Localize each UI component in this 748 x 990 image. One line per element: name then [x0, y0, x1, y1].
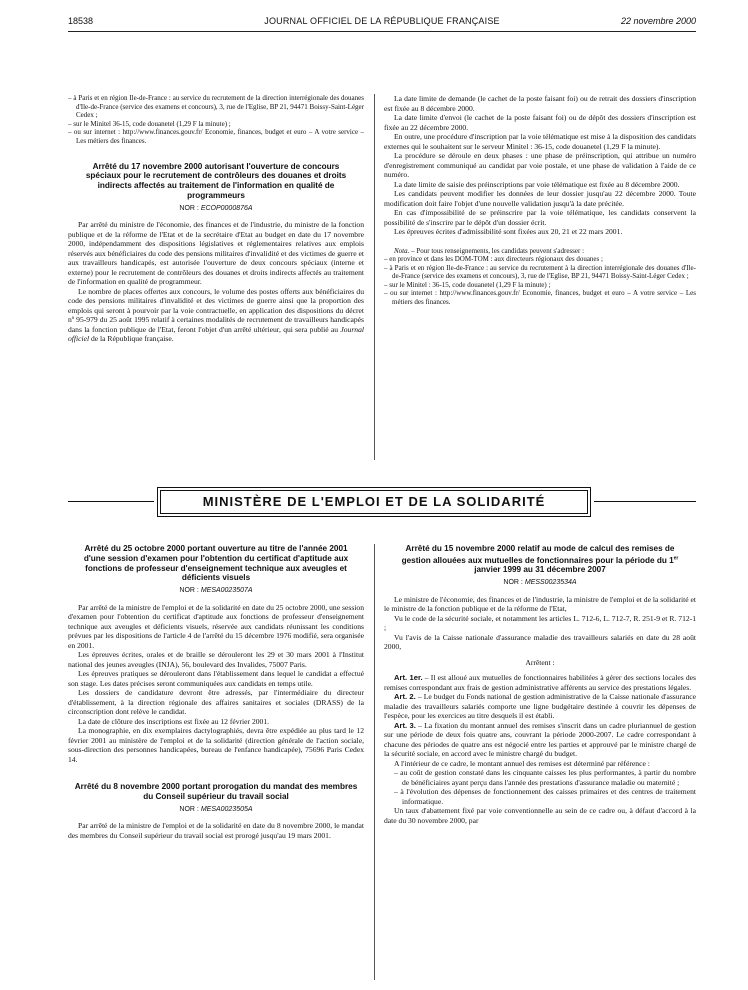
article-1: Art. 1er. – Il est alloué aux mutuelles de fonctionnaires habilitées à gérer des sections locales des remises correspondant aux frais de gestion administrative afférents au service des prestations légales.: [384, 673, 696, 692]
arrete-title: Arrêté du 15 novembre 2000 relatif au mode de calcul des remises de gestion allouées aux mutuelles de fonctionnaires pour la période du 1er janvier 1999 au 31 décembre 2007: [401, 544, 679, 575]
paragraph: A l'intérieur de ce cadre, le montant annuel des remises est déterminé par référence :: [394, 758, 650, 768]
paragraph: Le nombre de places offertes aux concours, le volume des postes offerts aux bénéficiaires du code des pensions militaires d'invalidité et des victimes de guerre ainsi que la proportion des emplois qui seront à pourvoir par la voie contractuelle, en application des dispositions du décret nº 95-979 du 25 août 1995 relatif à certaines modalités de recrutement de travailleurs handicapés dans la fonction publique de l'Etat, feront l'objet d'un arrêté ultérieur, qui sera publié au Journal officiel de la République française.: [68, 286, 364, 344]
journal-title: JOURNAL OFFICIEL DE LA RÉPUBLIQUE FRANÇAISE: [264, 16, 500, 26]
article-3: Art. 3. – La fixation du montant annuel des remises s'inscrit dans un cadre pluriannuel de gestion sur une période de deux fois quatre ans, couvrant la période 2000-2007. Le cadre correspondant à chacune des périodes de quatre ans est négocié entre les parties et approuvé par le ministre chargé de la sécurité sociale, en accord avec le ministre chargé du budget.: [384, 720, 696, 759]
nor-reference: NOR : MESS0023534A: [503, 579, 577, 587]
paragraph: Les dossiers de candidature devront être adressés, par l'intermédiaire du directeur d'établissement, à la direction régionale des affaires sanitaires et sociales (DRASS) de la circonscription dont relève le candidat.: [68, 688, 364, 717]
nor-reference: NOR : MESA0023505A: [179, 805, 253, 813]
banner-rule-left: [68, 501, 154, 502]
paragraph: La date de clôture des inscriptions est fixée au 12 février 2001.: [78, 716, 270, 726]
paragraph: La date limite de demande (le cachet de la poste faisant foi) ou de retrait des dossiers d'inscription est fixée au 8 décembre 2000.: [384, 94, 696, 113]
nor-code: ECOP0000876A: [200, 204, 253, 212]
article-2: Art. 2. – Le budget du Fonds national de gestion administrative de la Caisse nationale d'assurance maladie des travailleurs salariés comporte une ligne budgétaire destinée à couvrir les dépenses de l'espèce, pour les exercices au titre desquels il est établi.: [384, 692, 696, 721]
paragraph: Par arrêté de la ministre de l'emploi et de la solidarité en date du 8 novembre 2000, le mandat des membres du Conseil supérieur du travail social est prorogé jusqu'au 19 mars 2001.: [68, 821, 364, 840]
arrete-title: Arrêté du 8 novembre 2000 portant prorogation du mandat des membres du Conseil supérieur du travail social: [74, 782, 358, 801]
paragraph: Vu le code de la sécurité sociale, et notamment les articles L. 712-6, L. 712-7, R. 251-9 et R. 712-1 ;: [384, 613, 696, 633]
list-item: – à l'évolution des dépenses de fonctionnement des caisses primaires et des centres de traitement informatique.: [394, 787, 696, 806]
paragraph: Les épreuves écrites, orales et de braille se dérouleront les 29 et 30 mars 2001 à l'Institut national des jeunes aveugles (INJA), 56, boulevard des Invalides, 75007 Paris.: [68, 650, 364, 669]
article-label: Art. 2.: [394, 692, 416, 702]
nor-code: MESS0023534A: [524, 579, 577, 587]
nor-reference: NOR : ECOP0000876A: [179, 204, 253, 212]
contact-list: [68, 94, 364, 146]
list-item: – au coût de gestion constaté dans les cinquante caisses les plus performantes, à partir du nombre de bénéficiaires ayant perçu dans l'année des prestations d'assurance maladie ou maternité ;: [394, 768, 696, 787]
column-divider: [374, 94, 375, 460]
ministry-banner: MINISTÈRE DE L'EMPLOI ET DE LA SOLIDARITÉ: [160, 490, 588, 514]
paragraph: En outre, une procédure d'inscription par la voie télématique est mise à la disposition des candidats externes qui le souhaitent sur le serveur Minitel : 36-15, code douanetel (1,29 F la minute).: [384, 132, 696, 151]
list-item: – sur le Minitel 36-15, code douanetel (1,29 F la minute) ;: [68, 119, 231, 128]
article-label: Art. 3.: [394, 720, 416, 730]
paragraph: Les épreuves pratiques se dérouleront dans l'établissement dans lequel le candidat a effectué son stage. Les dates précises seront communiquées aux candidats en temps utile.: [68, 669, 364, 688]
issue-date: 22 novembre 2000: [620, 16, 696, 26]
paragraph: Le ministre de l'économie, des finances et de l'industrie, la ministre de l'emploi et de la solidarité et le ministre de la fonction publique et de la réforme de l'Etat,: [384, 594, 696, 614]
list-item: – à Paris et en région Ile-de-France : au service du recrutement de la direction interrégionale des douanes d'Ile-de-France (service des examens et concours), 3, rue de l'Eglise, BP 21, 94471 Boissy-Saint-Léger Cedex ;: [68, 94, 364, 120]
column-divider: [374, 544, 375, 980]
top-left-column: [68, 94, 364, 474]
paragraph: La date limite de saisie des préinscriptions par voie télématique est fixée au 8 décembre 2000.: [394, 179, 680, 189]
paragraph: La date limite d'envoi (le cachet de la poste faisant foi) ou de dépôt des dossiers d'inscription est fixée au 22 décembre 2000.: [384, 113, 696, 132]
paragraph: Par arrêté de la ministre de l'emploi et de la solidarité en date du 25 octobre 2000, une session d'examen pour l'obtention du certificat d'aptitude aux fonctions de professeur d'enseignement technique aux aveugles et déficients visuels, réservée aux candidats réunissant les conditions prévues par les dispositions de l'article 4 de l'arrêté du 15 décembre 1976 modifié, sera organisée en 2001.: [68, 602, 364, 650]
paragraph: La procédure se déroule en deux phases : une phase de préinscription, qui attribue un numéro d'enregistrement communiqué au candidat par voie postale, et une phase de validation à l'aide de ce numéro.: [384, 151, 696, 179]
bottom-left-column: [68, 544, 364, 980]
arrete-title: Arrêté du 17 novembre 2000 autorisant l'ouverture de concours spéciaux pour le recrutement de contrôleurs des douanes et droits indirects affectés au traitement de l'information en qualité de programmeurs: [85, 161, 347, 200]
arrete-title: Arrêté du 25 octobre 2000 portant ouverture au titre de l'année 2001 d'une session d'examen pour l'obtention du certificat d'aptitude aux fonctions de professeur d'enseignement technique aux aveugles et déficients visuels: [83, 544, 349, 583]
paragraph: Les épreuves écrites d'admissibilité sont fixées aux 20, 21 et 22 mars 2001.: [394, 227, 623, 236]
bottom-right-column: [384, 544, 696, 980]
nor-code: MESA0023507A: [200, 587, 253, 595]
nor-code: MESA0023505A: [200, 805, 253, 813]
banner-rule-right: [594, 501, 696, 502]
paragraph: En cas d'impossibilité de se préinscrire par la voie télématique, les candidats conservent la possibilité de s'inscrire par le dépôt d'un dossier écrit.: [384, 208, 696, 227]
nor-reference: NOR : MESA0023507A: [179, 587, 253, 595]
top-right-column: [384, 94, 696, 474]
list-item: – ou sur internet : http://www.finances.gouv.fr/ Economie, finances, budget et euro – A votre service – Les métiers des finances.: [384, 289, 696, 307]
list-item: – sur le Minitel : 36-15, code douanetel (1,29 F la minute) ;: [384, 280, 551, 289]
paragraph: Les candidats peuvent modifier les données de leur dossier jusqu'au 22 décembre 2000. Toute modification doit faire l'objet d'une nouvelle validation jusqu'à la date précitée.: [384, 189, 696, 208]
list-item: – en province et dans les DOM-TOM : aux directeurs régionaux des douanes ;: [384, 255, 603, 264]
paragraph: Vu l'avis de la Caisse nationale d'assurance maladie des travailleurs salariés en date du 28 août 2000,: [384, 632, 696, 652]
article-label: Art. 1er.: [394, 673, 423, 683]
nota: Nota. – Pour tous renseignements, les candidats peuvent s'adresser :: [394, 246, 585, 255]
arretent: Arrêtent :: [525, 657, 555, 667]
page-number: 18538: [68, 16, 94, 26]
paragraph: Un taux d'abattement fixé par voie conventionnelle au sein de ce cadre ou, à défaut d'accord à la date du 30 novembre 2000, par: [384, 806, 696, 825]
header-rule: [68, 31, 696, 32]
reference-list: [384, 768, 696, 806]
page-header: [68, 16, 696, 30]
list-item: – ou sur internet : http://www.finances.gouv.fr/ Economie, finances, budget et euro – A votre service – Les métiers des finances.: [68, 128, 364, 145]
nota-label: Nota.: [394, 246, 410, 255]
paragraph: Par arrêté du ministre de l'économie, des finances et de l'industrie, du ministre de la fonction publique et de la réforme de l'Etat et de la secrétaire d'Etat au budget en date du 17 novembre 2000, indépendamment des dispositions législatives et réglementaires relatives aux emplois réservés aux bénéficiaires du code des pensions militaires d'invalidité et des victimes de guerre et aux travailleurs handicapés, est autorisée l'ouverture de deux concours spéciaux (interne et externe) pour le recrutement de contrôleurs des douanes et droits indirects affectés au traitement de l'information en qualité de programmeur.: [68, 220, 364, 287]
nota-list: [384, 255, 696, 307]
paragraph: La monographie, en dix exemplaires dactylographiés, devra être expédiée au plus tard le 12 février 2001 au ministère de l'emploi et de la solidarité (direction générale de l'action sociale, sous-direction des personnes handicapées, bureau de l'enfance handicapée), 75696 Paris Cedex 14.: [68, 726, 364, 764]
list-item: – à Paris et en région Ile-de-France : au service du recrutement à la direction interrégionale des douanes d'Ile-de-France (service des examens et concours), 3, rue de l'Eglise, BP 21, 94471 Boissy-Saint-Léger Cedex ;: [384, 263, 696, 281]
